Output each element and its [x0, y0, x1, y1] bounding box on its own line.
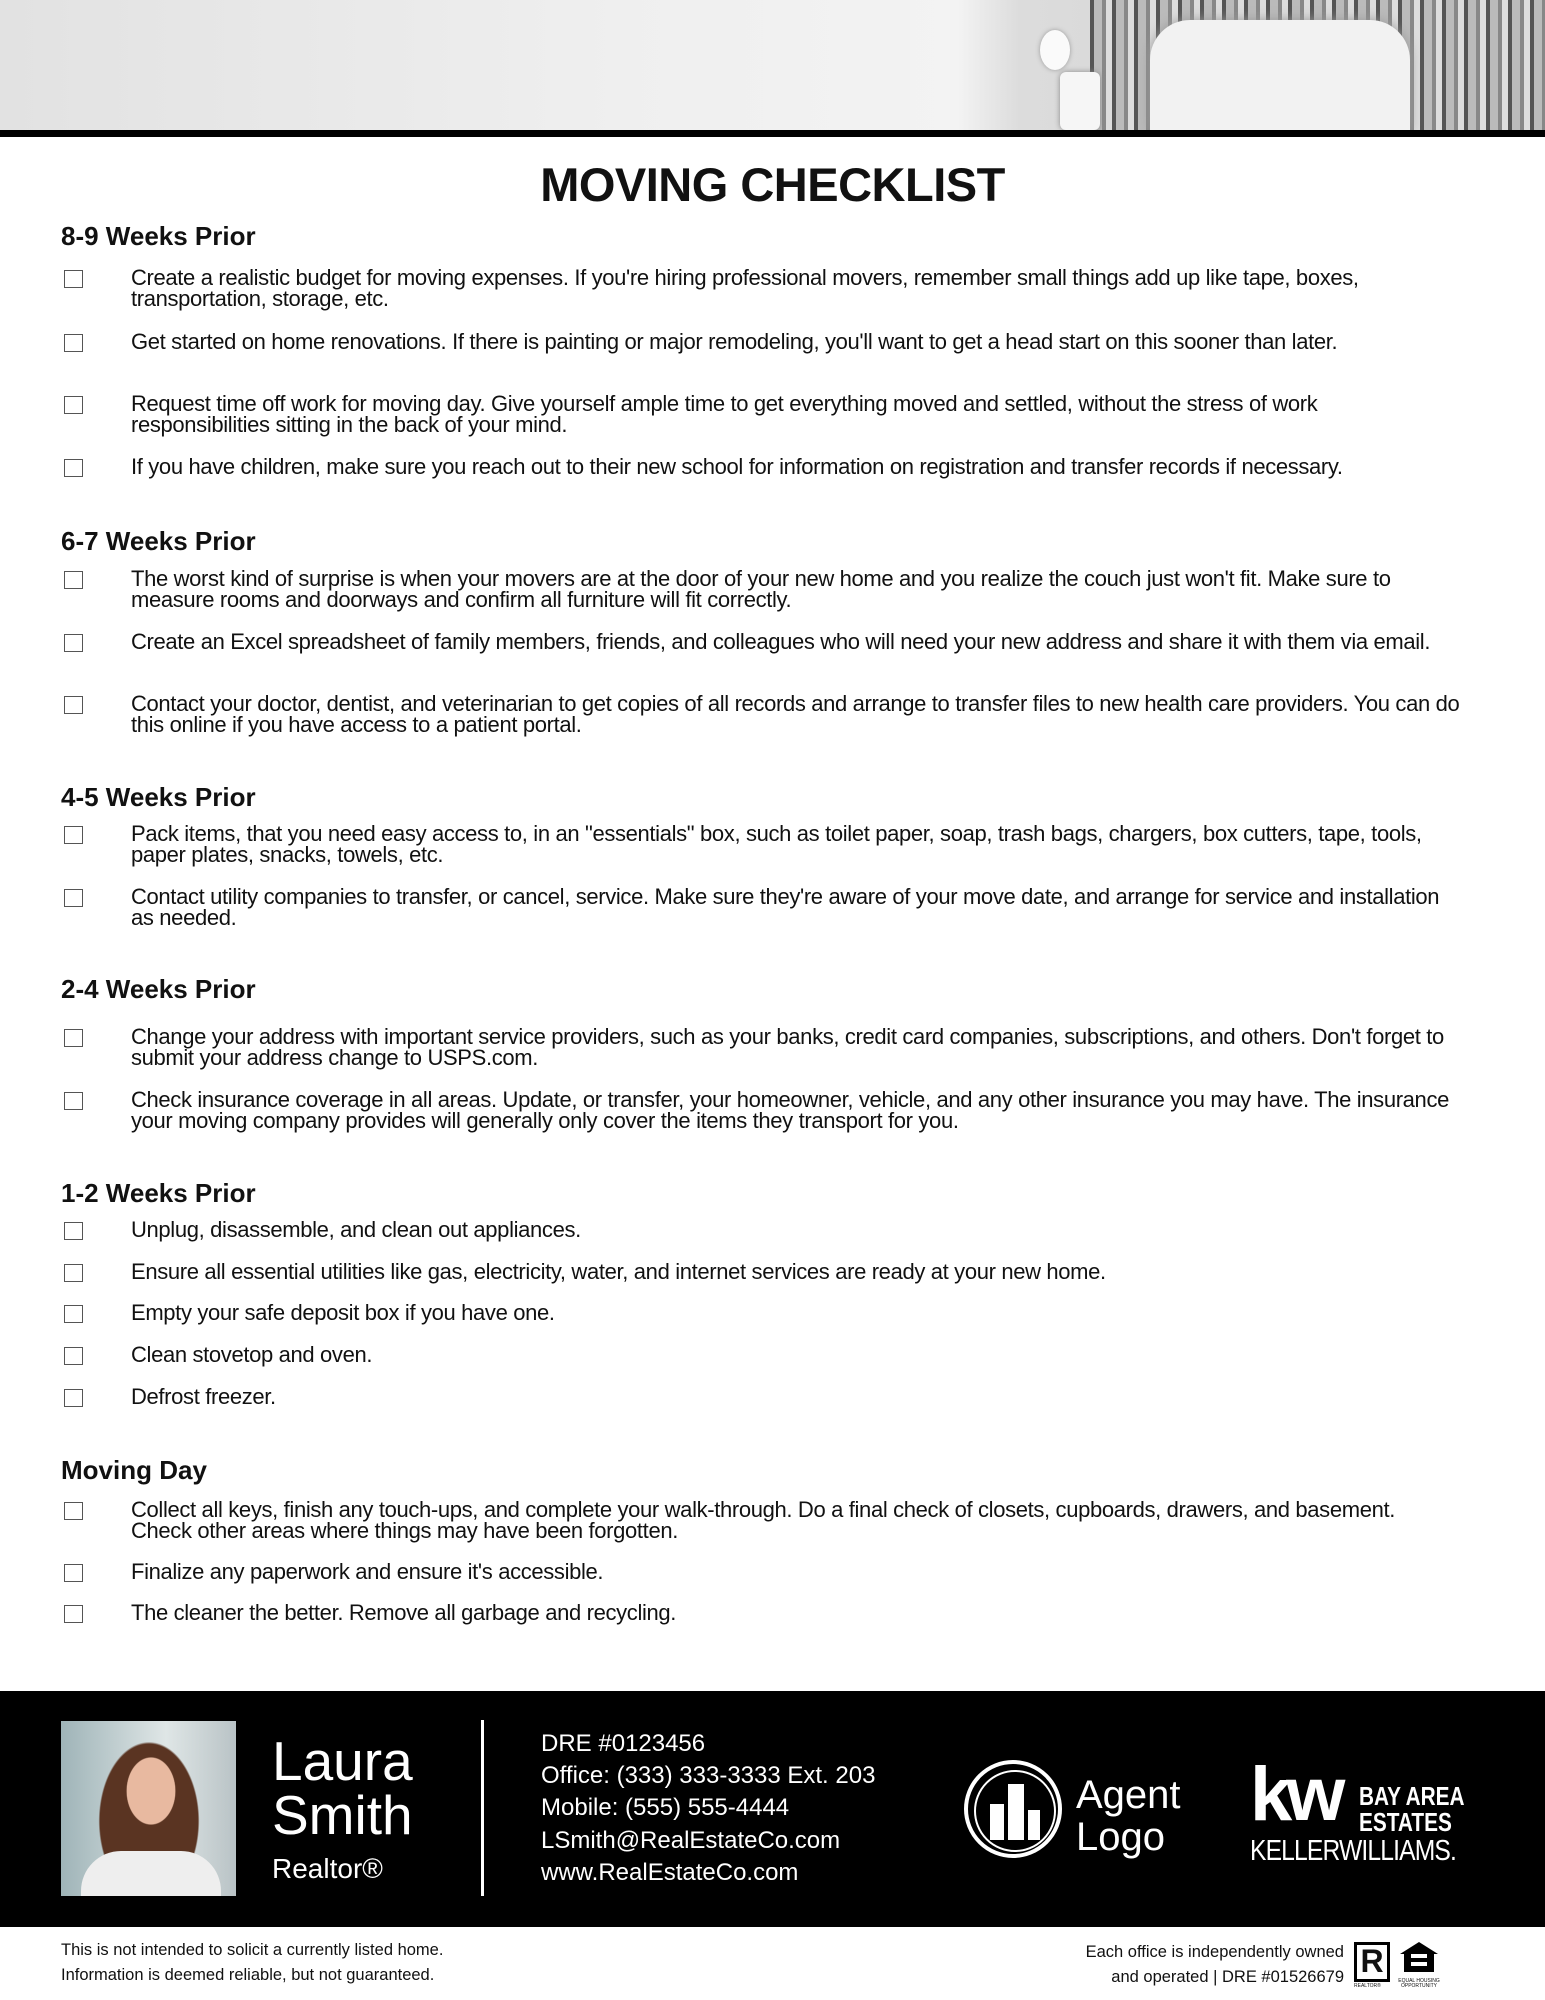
checklist-item-text: Finalize any paperwork and ensure it's accessible.	[131, 1559, 604, 1584]
checkbox[interactable]	[64, 1222, 83, 1240]
brokerage-name: KELLERWILLIAMS.	[1250, 1835, 1457, 1867]
checkbox[interactable]	[64, 1347, 83, 1365]
brokerage-line1: BAY AREA	[1359, 1781, 1465, 1811]
checklist-item-text: Check insurance coverage in all areas. Update, or transfer, your homeowner, vehicle, and any other insurance you may have. The insurance your moving company provides will generally only cover the items they transport for you.	[131, 1087, 1449, 1133]
agent-mobile-phone: Mobile: (555) 555-4444	[541, 1794, 790, 1821]
checklist-item-text: Ensure all essential utilities like gas, electricity, water, and internet services are ready at your new home.	[131, 1259, 1106, 1284]
footer-divider	[481, 1720, 484, 1896]
checklist-item-text: Change your address with important service providers, such as your banks, credit card companies, subscriptions, and others. Don't forget to submit your address change to USPS.com.	[131, 1024, 1444, 1070]
agent-first-name: Laura	[272, 1730, 413, 1792]
agent-logo-line2: Logo	[1076, 1815, 1165, 1859]
disclaimer-line1: This is not intended to solicit a currently listed home.	[61, 1941, 444, 1959]
checkbox[interactable]	[64, 889, 83, 907]
checklist-item-text: Contact your doctor, dentist, and veterinarian to get copies of all records and arrange to transfer files to new health care providers. You can do this online if you have access to a patient portal.	[131, 691, 1460, 737]
checklist-item-text: Create a realistic budget for moving expenses. If you're hiring professional movers, remember small things add up like tape, boxes, transportation, storage, etc.	[131, 265, 1359, 311]
equal-housing-icon: EQUAL HOUSING OPPORTUNITY	[1398, 1940, 1440, 1982]
checklist-item-text: Contact utility companies to transfer, or cancel, service. Make sure they're aware of your move date, and arrange for service and installation as needed.	[131, 884, 1440, 930]
checklist-item-text: Empty your safe deposit box if you have one.	[131, 1300, 555, 1325]
checkbox[interactable]	[64, 1564, 83, 1582]
checklist-item-text: Clean stovetop and oven.	[131, 1342, 373, 1367]
section-heading: 8-9 Weeks Prior	[61, 221, 256, 251]
checkbox[interactable]	[64, 1264, 83, 1282]
agent-logo-icon	[964, 1760, 1062, 1858]
agent-website[interactable]: www.RealEstateCo.com	[541, 1859, 799, 1886]
checklist-item-text: The worst kind of surprise is when your movers are at the door of your new home and you realize the couch just won't fit. Make sure to measure rooms and doorways and confirm all furniture will fit correctly.	[131, 566, 1391, 612]
checkbox[interactable]	[64, 1029, 83, 1047]
section-heading: 2-4 Weeks Prior	[61, 974, 256, 1004]
office-notice-line1: Each office is independently owned	[1085, 1943, 1344, 1961]
agent-photo	[61, 1721, 236, 1896]
checkbox[interactable]	[64, 1305, 83, 1323]
realtor-icon: R REALTOR®	[1354, 1942, 1390, 1982]
checkbox[interactable]	[64, 396, 83, 414]
header-divider	[0, 130, 1545, 137]
checklist-item-text: Defrost freezer.	[131, 1384, 276, 1409]
checkbox[interactable]	[64, 1092, 83, 1110]
checkbox[interactable]	[64, 571, 83, 589]
checklist-item-text: Create an Excel spreadsheet of family members, friends, and colleagues who will need your new address and share it with them via email.	[131, 629, 1431, 654]
checkbox[interactable]	[64, 1389, 83, 1407]
checklist-item-text: Request time off work for moving day. Give yourself ample time to get everything moved and settled, without the stress of work responsibilities sitting in the back of your mind.	[131, 391, 1318, 437]
agent-dre: DRE #0123456	[541, 1730, 706, 1757]
agent-role: Realtor®	[272, 1853, 383, 1884]
checklist-item-text: If you have children, make sure you reach out to their new school for information on registration and transfer records if necessary.	[131, 454, 1343, 479]
section-heading: 4-5 Weeks Prior	[61, 782, 256, 812]
page-title: MOVING CHECKLIST	[540, 158, 1005, 211]
section-heading: 1-2 Weeks Prior	[61, 1178, 256, 1208]
checkbox[interactable]	[64, 826, 83, 844]
brokerage-line2: ESTATES	[1359, 1807, 1452, 1837]
agent-office-phone: Office: (333) 333-3333 Ext. 203	[541, 1762, 876, 1789]
checklist-item-text: The cleaner the better. Remove all garbage and recycling.	[131, 1600, 677, 1625]
checkbox[interactable]	[64, 334, 83, 352]
section-heading: 6-7 Weeks Prior	[61, 526, 256, 556]
office-notice-line2: and operated | DRE #01526679	[1111, 1968, 1344, 1986]
agent-footer	[0, 1691, 1545, 1927]
checkbox[interactable]	[64, 459, 83, 477]
checklist-item-text: Collect all keys, finish any touch-ups, and complete your walk-through. Do a final check of closets, cupboards, drawers, and basement. Check other areas where things may have been forgotten.	[131, 1497, 1395, 1543]
agent-logo-line1: Agent	[1076, 1773, 1181, 1817]
checkbox[interactable]	[64, 1605, 83, 1623]
header-image	[0, 0, 1545, 130]
checkbox[interactable]	[64, 270, 83, 288]
agent-email[interactable]: LSmith@RealEstateCo.com	[541, 1827, 841, 1854]
checkbox[interactable]	[64, 696, 83, 714]
checkbox[interactable]	[64, 634, 83, 652]
checkbox[interactable]	[64, 1502, 83, 1520]
agent-last-name: Smith	[272, 1784, 413, 1846]
kw-logo: kw	[1250, 1752, 1340, 1837]
disclaimer-line2: Information is deemed reliable, but not guaranteed.	[61, 1966, 435, 1984]
checklist-item-text: Pack items, that you need easy access to, in an "essentials" box, such as toilet paper, soap, trash bags, chargers, box cutters, tape, tools, paper plates, snacks, towels, etc.	[131, 821, 1422, 867]
checklist-item-text: Unplug, disassemble, and clean out appliances.	[131, 1217, 581, 1242]
checklist-item-text: Get started on home renovations. If there is painting or major remodeling, you'll want to get a head start on this sooner than later.	[131, 329, 1338, 354]
section-heading: Moving Day	[61, 1455, 207, 1485]
